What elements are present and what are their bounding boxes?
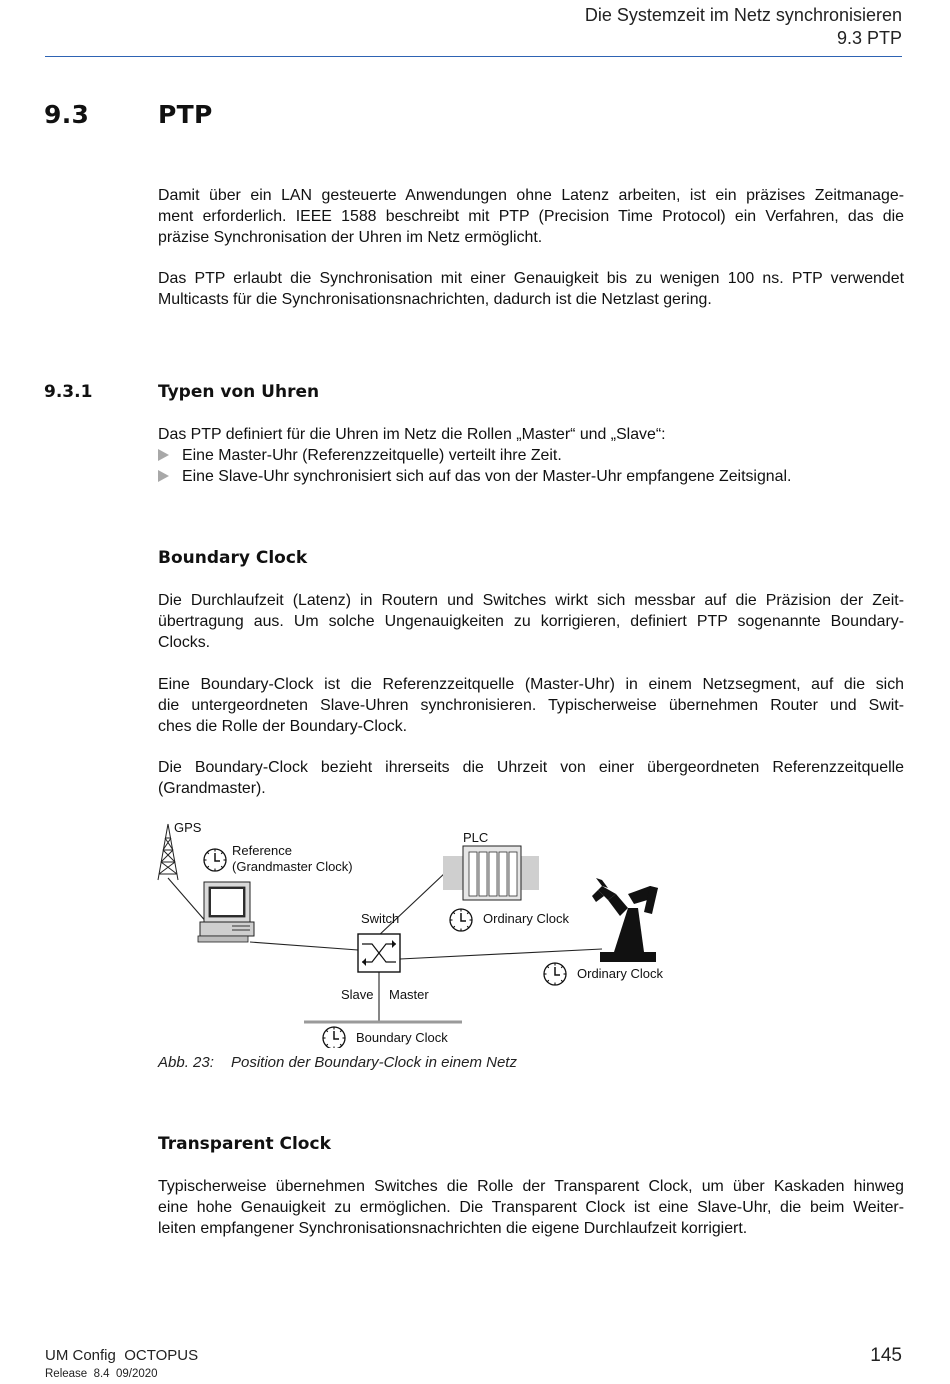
plc-label: PLC bbox=[463, 830, 489, 845]
bullet-text: Eine Slave-Uhr synchronisiert sich auf das von der Master-Uhr empfangene Zeitsignal. bbox=[182, 468, 792, 485]
subsection-number: 9.3.1 bbox=[44, 382, 93, 402]
reference-label-1: Reference bbox=[232, 843, 292, 858]
boundary-paragraph-3 bbox=[158, 757, 904, 799]
boundary-clock-diagram bbox=[150, 816, 690, 1048]
boundary-line: Clocks. bbox=[158, 634, 211, 651]
boundary-paragraph-2 bbox=[158, 674, 904, 737]
robot-ordinary-clock-label: Ordinary Clock bbox=[577, 966, 663, 981]
section-number: 9.3 bbox=[44, 100, 90, 129]
master-label: Master bbox=[389, 987, 429, 1002]
precision-paragraph bbox=[158, 268, 904, 310]
boundary-line: ches die Rolle der Boundary-Clock. bbox=[158, 718, 408, 735]
plc-ordinary-clock-label: Ordinary Clock bbox=[483, 911, 569, 926]
precision-line: Multicasts für die Synchronisationsnachrichten, dadurch ist die Netzlast gering. bbox=[158, 291, 712, 308]
boundary-line: (Grandmaster). bbox=[158, 780, 266, 797]
bullet-item bbox=[158, 445, 562, 466]
transparent-line: eine hohe Genauigkeit zu ermöglichen. Die Transparent Clock ist eine Slave-Uhr, die beim Weiter- bbox=[158, 1199, 904, 1216]
plc-icon bbox=[443, 846, 539, 900]
bullet-triangle-icon bbox=[158, 470, 169, 482]
transparent-heading: Transparent Clock bbox=[158, 1134, 331, 1154]
slave-label: Slave bbox=[341, 987, 374, 1002]
switch-icon bbox=[358, 934, 400, 972]
boundary-line: Eine Boundary-Clock ist die Referenzzeitquelle (Master-Uhr) in einem Netzsegment, auf die sich bbox=[158, 676, 904, 693]
boundary-line: übertragung aus. Um solche Ungenauigkeiten zu korrigieren, definiert PTP sogenannte Boundary- bbox=[158, 613, 904, 630]
boundary-clock-icon bbox=[323, 1027, 345, 1048]
header-rule bbox=[45, 56, 902, 57]
footer-doc-title: UM Config OCTOPUS bbox=[45, 1347, 199, 1364]
roles-intro-line: Das PTP definiert für die Uhren im Netz die Rollen „Master“ und „Slave“: bbox=[158, 426, 666, 443]
bullet-item bbox=[158, 466, 791, 487]
boundary-line: die untergeordneten Slave-Uhren synchronisieren. Typischerweise übernehmen Router und Swit- bbox=[158, 697, 904, 714]
running-header-chapter: Die Systemzeit im Netz synchronisieren bbox=[584, 5, 902, 25]
footer-doc-info bbox=[45, 1346, 198, 1384]
footer-release: Release 8.4 09/2020 bbox=[45, 1368, 158, 1380]
reference-label-2: (Grandmaster Clock) bbox=[232, 859, 353, 874]
boundary-clock-label: Boundary Clock bbox=[356, 1030, 448, 1045]
computer-icon bbox=[198, 882, 254, 942]
running-header bbox=[585, 4, 902, 50]
switch-label: Switch bbox=[361, 911, 400, 926]
boundary-paragraph-1 bbox=[158, 590, 904, 653]
boundary-line: Die Boundary-Clock bezieht ihrerseits die Uhrzeit von einer übergeordneten Referenzzeitquelle bbox=[158, 759, 904, 776]
transparent-line: leiten empfangener Synchronisationsnachrichten die eigene Durchlaufzeit korrigiert. bbox=[158, 1220, 748, 1237]
boundary-line: Die Durchlaufzeit (Latenz) in Routern und Switches wirkt sich messbar auf die Präzision der Zeit- bbox=[158, 592, 904, 609]
transparent-line: Typischerweise übernehmen Switches die Rolle der Transparent Clock, um über Kaskaden hinweg bbox=[158, 1178, 904, 1195]
subsection-title: Typen von Uhren bbox=[158, 382, 320, 402]
section-title: PTP bbox=[158, 100, 213, 129]
bullet-triangle-icon bbox=[158, 449, 169, 461]
intro-line: präzise Synchronisation der Uhren im Netz ermöglicht. bbox=[158, 229, 543, 246]
reference-clock-icon bbox=[204, 849, 226, 871]
transparent-paragraph bbox=[158, 1176, 904, 1239]
figure-caption-text: Position der Boundary-Clock in einem Netz bbox=[231, 1054, 517, 1071]
intro-paragraph bbox=[158, 185, 904, 248]
page-number: 145 bbox=[870, 1345, 902, 1366]
boundary-heading: Boundary Clock bbox=[158, 548, 308, 568]
gps-label: GPS bbox=[174, 820, 202, 835]
precision-line: Das PTP erlaubt die Synchronisation mit einer Genauigkeit bis zu wenigen 100 ns. PTP verwendet bbox=[158, 270, 904, 287]
robot-clock-icon bbox=[544, 963, 566, 985]
plc-clock-icon bbox=[450, 909, 472, 931]
figure-caption-number: Abb. 23: bbox=[158, 1054, 214, 1071]
intro-line: ment erforderlich. IEEE 1588 beschreibt mit PTP (Precision Time Protocol) ein Verfahren, das die bbox=[158, 208, 904, 225]
figure-caption bbox=[158, 1054, 517, 1071]
intro-line: Damit über ein LAN gesteuerte Anwendungen ohne Latenz arbeiten, ist ein präzises Zeitmanage- bbox=[158, 187, 904, 204]
bullet-text: Eine Master-Uhr (Referenzzeitquelle) verteilt ihre Zeit. bbox=[182, 447, 562, 464]
running-header-section: 9.3 PTP bbox=[836, 28, 902, 48]
roles-intro bbox=[158, 424, 904, 445]
